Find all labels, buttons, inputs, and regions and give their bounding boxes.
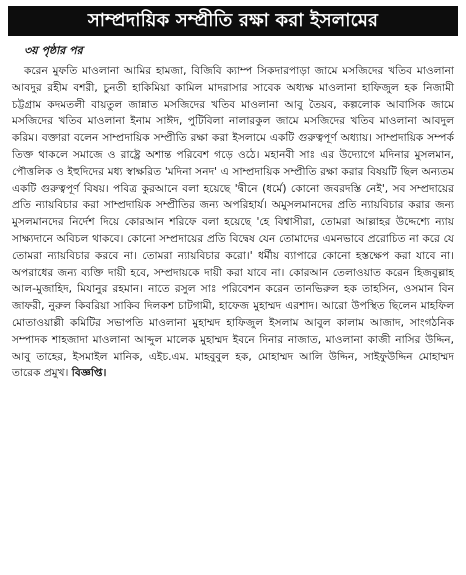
article-body [8,63,458,382]
headline: সাম্প্রদায়িক সম্প্রীতি রক্ষা করা ইসলামের [8,6,458,36]
signature: বিজ্ঞপ্তি। [71,367,107,380]
continuation-label: ৩য় পৃষ্ঠার পর [24,44,83,57]
article-body-text: করেন মুফতি মাওলানা আমির হামজা, বিজিবি ক্যাম্প সিকদারপাড়া জামে মসজিদের খতিব মাওলানা আবদুর রহীম বশরী, চুনতী হাকিমিয়া কামিল মাদরাসার সাবেক অধ্যক্ষ মাওলানা হাফিজুল হক নিজামী চট্টগ্রাম কদমতলী বায়তুল জান্নাত মসজিদের খতিব মাওলানা আবু তৈয়ব, কল্পলোক আবাসিক জামে মসজিদের খতিব মাওলানা ইনাম সাঈদ, পুটিবিলা নালারকুল জামে মসজিদের খতিব মাওলানা আবদুল করিম। বক্তারা বলেন সাম্প্রদায়িক সম্প্রীতি রক্ষা করা ইসলামে একটি গুরুত্বপূর্ণ অধ্যায়। সাম্প্রদায়িক সম্পর্ক তিক্ত থাকলে সমাজে ও রাষ্ট্রে অশান্ত পরিবেশ গড়ে ওঠে। মহানবী সাঃ এর উদ্যোগে মদিনার মুসলমান, পৌত্তলিক ও ইহুদিদের মধ্য স্বাক্ষরিত 'মদিনা সনদ' এ সাম্প্রদায়িক সম্প্রীতি রক্ষা করার বিষয়টি ছিল অন্যতম একটি গুরুত্বপূর্ণ বিষয়। পবিত্র কুরআনে বলা হয়েছে 'দ্বীনে (ধর্মে) কোনো জবরদস্তি নেই', সব সম্প্রদায়ের প্রতি ন্যায়বিচার করা সাম্প্রদায়িক সম্প্রীতির জন্য অপরিহার্য। অমুসলমানদের প্রতি ন্যায়বিচার করার জন্য মুসলমানদের নির্দেশ দিয়ে কোরআন শরিফে বলা হয়েছে 'হে বিশ্বাসীরা, তোমরা আল্লাহর উদ্দেশ্যে ন্যায় সাক্ষ্যদানে অবিচল থাকবে। কোনো সম্প্রদায়ের প্রতি বিদ্বেষ যেন তোমাদের এমনভাবে প্ররোচিত না করে যে তোমরা ন্যায়বিচার করবে না। তোমরা ন্যায়বিচার করো।' ধর্মীয় ব্যাপারে কোনো হস্তক্ষেপ করা যাবে না। অপরাধের জন্য ব্যক্তি দায়ী হবে, সম্প্রদায়কে দায়ী করা যাবে না। কোরআন তেলাওয়াত করেন হিজবুল্লাহ আল-মুজাহিদ, মিযানুর রহমান। নাতে রসুল সাঃ পরিবেশন করেন তানভিরুল হক তাহসিন, ওসমান বিন জাফরী, নুরুল কিবরিয়া সাকিব দিলকশ চাটগামী, হাফেজ মুহাম্মদ এরশাদ। আরো উপস্থিত ছিলেন মাহফিল মোতাওয়াল্লী কমিটির সভাপতি মাওলানা মুহাম্মদ হাফিজুল ইসলাম আবুল কালাম আজাদ, সাংগঠনিক সম্পাদক শাহজাদা মাওলানা আব্দুল মালেক মুহাম্মদ ইবনে দিনার নাজাত, মাওলানা কাজী নাসির উদ্দিন, আবু তাহের, ইসমাইল মানিক, এইচ.এম. মাহবুবুল হক, মোহাম্মদ আলি উদ্দিন, সাইফুউদ্দিন মোহাম্মদ তারেক প্রমুখ। [12,65,454,380]
